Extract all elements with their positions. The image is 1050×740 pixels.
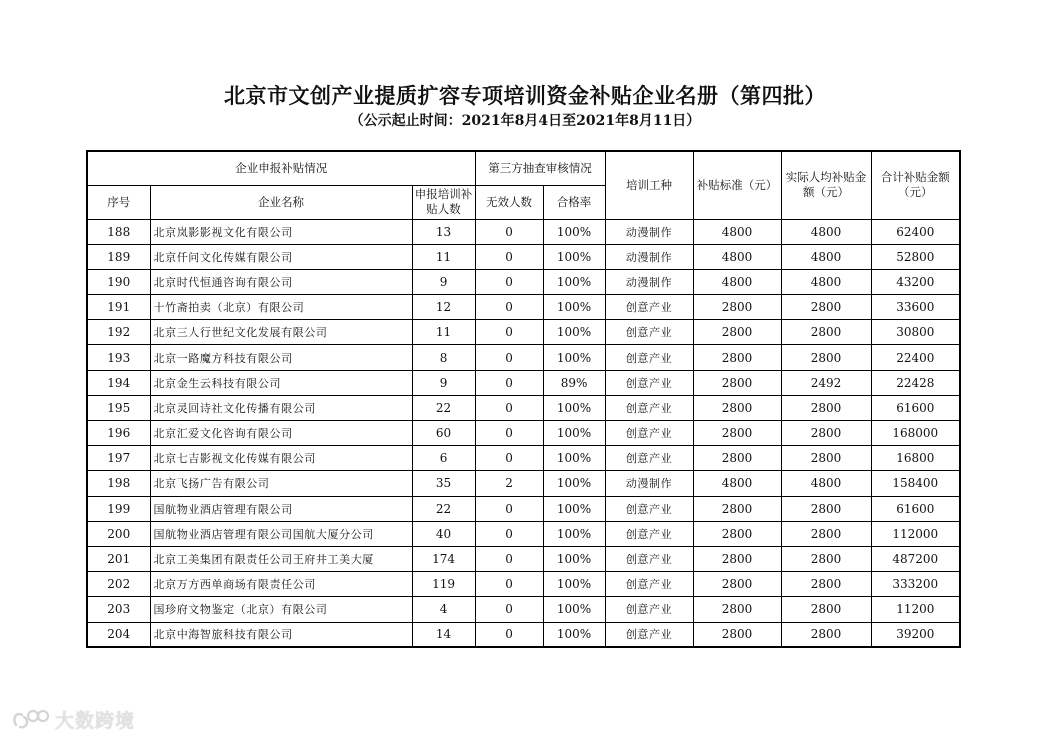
cell-standard: 2800 xyxy=(693,622,781,647)
cell-per-capita: 2800 xyxy=(781,546,871,571)
cell-index: 202 xyxy=(87,572,150,597)
cell-standard: 2800 xyxy=(693,521,781,546)
cell-pass-rate: 100% xyxy=(543,219,605,244)
cell-invalid: 0 xyxy=(475,521,543,546)
cell-trade: 创意产业 xyxy=(605,295,693,320)
cell-standard: 2800 xyxy=(693,546,781,571)
cell-per-capita: 2800 xyxy=(781,320,871,345)
cell-total: 112000 xyxy=(871,521,960,546)
cell-standard: 2800 xyxy=(693,395,781,420)
col-header-company: 企业名称 xyxy=(150,185,412,219)
cell-index: 196 xyxy=(87,421,150,446)
cell-total: 62400 xyxy=(871,219,960,244)
cell-company: 北京岚影影视文化有限公司 xyxy=(150,219,412,244)
cell-trade: 创意产业 xyxy=(605,345,693,370)
cell-total: 52800 xyxy=(871,244,960,269)
cell-trade: 创意产业 xyxy=(605,597,693,622)
cell-index: 190 xyxy=(87,269,150,294)
cell-trade: 创意产业 xyxy=(605,320,693,345)
table-row xyxy=(87,572,960,597)
cell-per-capita: 2800 xyxy=(781,572,871,597)
cell-company: 北京飞扬广告有限公司 xyxy=(150,471,412,496)
cell-per-capita: 2800 xyxy=(781,622,871,647)
cell-pass-rate: 100% xyxy=(543,395,605,420)
cell-pass-rate: 100% xyxy=(543,269,605,294)
cell-invalid: 0 xyxy=(475,395,543,420)
watermark-text: 大数跨境 xyxy=(55,709,136,732)
cell-trade: 动漫制作 xyxy=(605,471,693,496)
cell-company: 北京工美集团有限责任公司王府井工美大厦 xyxy=(150,546,412,571)
cell-per-capita: 2800 xyxy=(781,345,871,370)
cell-pass-rate: 100% xyxy=(543,521,605,546)
cell-total: 158400 xyxy=(871,471,960,496)
table-row xyxy=(87,295,960,320)
cell-invalid: 0 xyxy=(475,622,543,647)
cell-invalid: 0 xyxy=(475,370,543,395)
cell-applicants: 22 xyxy=(412,395,475,420)
cell-index: 204 xyxy=(87,622,150,647)
cell-index: 194 xyxy=(87,370,150,395)
cell-applicants: 174 xyxy=(412,546,475,571)
cell-total: 22428 xyxy=(871,370,960,395)
cell-index: 195 xyxy=(87,395,150,420)
cell-applicants: 9 xyxy=(412,370,475,395)
cell-standard: 2800 xyxy=(693,572,781,597)
table-row xyxy=(87,370,960,395)
cell-company: 北京金生云科技有限公司 xyxy=(150,370,412,395)
table-row xyxy=(87,269,960,294)
cell-trade: 创意产业 xyxy=(605,370,693,395)
cell-pass-rate: 100% xyxy=(543,421,605,446)
group-header-third-party: 第三方抽查审核情况 xyxy=(475,151,605,185)
cell-applicants: 12 xyxy=(412,295,475,320)
cell-invalid: 0 xyxy=(475,496,543,521)
cell-company: 国航物业酒店管理有限公司 xyxy=(150,496,412,521)
cell-standard: 2800 xyxy=(693,320,781,345)
cell-trade: 创意产业 xyxy=(605,496,693,521)
col-header-per-capita: 实际人均补贴金额（元） xyxy=(781,151,871,219)
cell-standard: 2800 xyxy=(693,421,781,446)
cell-total: 168000 xyxy=(871,421,960,446)
cell-applicants: 9 xyxy=(412,269,475,294)
cell-per-capita: 2800 xyxy=(781,446,871,471)
cell-standard: 4800 xyxy=(693,244,781,269)
cell-standard: 2800 xyxy=(693,446,781,471)
cell-standard: 2800 xyxy=(693,345,781,370)
cell-total: 487200 xyxy=(871,546,960,571)
cell-per-capita: 2800 xyxy=(781,521,871,546)
cell-applicants: 8 xyxy=(412,345,475,370)
table-row xyxy=(87,244,960,269)
cell-trade: 创意产业 xyxy=(605,446,693,471)
cell-company: 北京七吉影视文化传媒有限公司 xyxy=(150,446,412,471)
col-header-invalid: 无效人数 xyxy=(475,185,543,219)
cell-pass-rate: 100% xyxy=(543,471,605,496)
cell-applicants: 35 xyxy=(412,471,475,496)
cell-invalid: 0 xyxy=(475,546,543,571)
cell-applicants: 40 xyxy=(412,521,475,546)
cell-trade: 动漫制作 xyxy=(605,244,693,269)
cell-per-capita: 2800 xyxy=(781,421,871,446)
col-header-index: 序号 xyxy=(87,185,150,219)
cell-total: 43200 xyxy=(871,269,960,294)
cell-per-capita: 2800 xyxy=(781,295,871,320)
cell-applicants: 13 xyxy=(412,219,475,244)
table-row xyxy=(87,597,960,622)
document-subtitle: （公示起止时间：2021年8月4日至2021年8月11日） xyxy=(349,113,701,129)
table-row xyxy=(87,521,960,546)
cell-pass-rate: 100% xyxy=(543,295,605,320)
subsidy-table xyxy=(86,150,961,648)
cell-index: 192 xyxy=(87,320,150,345)
cell-applicants: 60 xyxy=(412,421,475,446)
cell-total: 39200 xyxy=(871,622,960,647)
cell-invalid: 0 xyxy=(475,295,543,320)
cell-total: 22400 xyxy=(871,345,960,370)
cell-index: 197 xyxy=(87,446,150,471)
table-row xyxy=(87,345,960,370)
cell-invalid: 0 xyxy=(475,345,543,370)
cell-pass-rate: 89% xyxy=(543,370,605,395)
cell-invalid: 0 xyxy=(475,244,543,269)
cell-index: 201 xyxy=(87,546,150,571)
cell-pass-rate: 100% xyxy=(543,320,605,345)
cell-invalid: 0 xyxy=(475,597,543,622)
cell-trade: 创意产业 xyxy=(605,395,693,420)
document-title: 北京市文创产业提质扩容专项培训资金补贴企业名册（第四批） xyxy=(224,83,826,108)
cell-standard: 2800 xyxy=(693,597,781,622)
cell-company: 北京中海智旅科技有限公司 xyxy=(150,622,412,647)
cell-per-capita: 2800 xyxy=(781,597,871,622)
cell-trade: 创意产业 xyxy=(605,521,693,546)
cell-pass-rate: 100% xyxy=(543,572,605,597)
cell-trade: 创意产业 xyxy=(605,622,693,647)
cell-total: 333200 xyxy=(871,572,960,597)
cell-applicants: 11 xyxy=(412,320,475,345)
cell-trade: 动漫制作 xyxy=(605,269,693,294)
cell-pass-rate: 100% xyxy=(543,446,605,471)
table-row xyxy=(87,421,960,446)
cell-company: 北京三人行世纪文化发展有限公司 xyxy=(150,320,412,345)
table-row xyxy=(87,496,960,521)
cell-per-capita: 4800 xyxy=(781,471,871,496)
cell-standard: 2800 xyxy=(693,370,781,395)
cell-applicants: 119 xyxy=(412,572,475,597)
cell-total: 61600 xyxy=(871,496,960,521)
cell-invalid: 0 xyxy=(475,421,543,446)
cell-per-capita: 4800 xyxy=(781,219,871,244)
cell-pass-rate: 100% xyxy=(543,244,605,269)
dashukuajing-logo-icon xyxy=(10,707,50,731)
table-row xyxy=(87,471,960,496)
col-header-total: 合计补贴金额（元） xyxy=(871,151,960,219)
cell-company: 十竹斋拍卖（北京）有限公司 xyxy=(150,295,412,320)
cell-index: 198 xyxy=(87,471,150,496)
cell-index: 203 xyxy=(87,597,150,622)
cell-invalid: 0 xyxy=(475,572,543,597)
cell-total: 11200 xyxy=(871,597,960,622)
cell-pass-rate: 100% xyxy=(543,496,605,521)
table-row xyxy=(87,219,960,244)
cell-pass-rate: 100% xyxy=(543,622,605,647)
col-header-trade: 培训工种 xyxy=(605,151,693,219)
cell-index: 189 xyxy=(87,244,150,269)
table-row xyxy=(87,446,960,471)
cell-pass-rate: 100% xyxy=(543,597,605,622)
cell-total: 33600 xyxy=(871,295,960,320)
col-header-standard: 补贴标准（元） xyxy=(693,151,781,219)
cell-total: 61600 xyxy=(871,395,960,420)
cell-applicants: 14 xyxy=(412,622,475,647)
cell-index: 199 xyxy=(87,496,150,521)
cell-pass-rate: 100% xyxy=(543,345,605,370)
cell-invalid: 0 xyxy=(475,320,543,345)
cell-invalid: 2 xyxy=(475,471,543,496)
cell-per-capita: 2800 xyxy=(781,395,871,420)
cell-trade: 创意产业 xyxy=(605,572,693,597)
cell-invalid: 0 xyxy=(475,446,543,471)
col-header-applicants: 申报培训补贴人数 xyxy=(412,185,475,219)
cell-company: 国航物业酒店管理有限公司国航大厦分公司 xyxy=(150,521,412,546)
cell-trade: 创意产业 xyxy=(605,421,693,446)
cell-per-capita: 4800 xyxy=(781,269,871,294)
col-header-pass-rate: 合格率 xyxy=(543,185,605,219)
cell-company: 北京时代恒通咨询有限公司 xyxy=(150,269,412,294)
table-row xyxy=(87,546,960,571)
cell-applicants: 11 xyxy=(412,244,475,269)
cell-standard: 4800 xyxy=(693,471,781,496)
group-header-enterprise: 企业申报补贴情况 xyxy=(87,151,475,185)
cell-index: 191 xyxy=(87,295,150,320)
cell-index: 188 xyxy=(87,219,150,244)
cell-company: 北京仟问文化传媒有限公司 xyxy=(150,244,412,269)
cell-company: 北京万方西单商场有限责任公司 xyxy=(150,572,412,597)
cell-company: 北京汇爱文化咨询有限公司 xyxy=(150,421,412,446)
cell-per-capita: 4800 xyxy=(781,244,871,269)
cell-applicants: 4 xyxy=(412,597,475,622)
table-row xyxy=(87,320,960,345)
watermark xyxy=(10,706,135,732)
cell-total: 16800 xyxy=(871,446,960,471)
cell-applicants: 22 xyxy=(412,496,475,521)
cell-per-capita: 2800 xyxy=(781,496,871,521)
cell-standard: 2800 xyxy=(693,295,781,320)
cell-per-capita: 2492 xyxy=(781,370,871,395)
cell-invalid: 0 xyxy=(475,269,543,294)
cell-company: 国珍府文物鉴定（北京）有限公司 xyxy=(150,597,412,622)
cell-company: 北京灵回诗社文化传播有限公司 xyxy=(150,395,412,420)
cell-total: 30800 xyxy=(871,320,960,345)
cell-standard: 4800 xyxy=(693,219,781,244)
cell-trade: 动漫制作 xyxy=(605,219,693,244)
cell-company: 北京一路魔方科技有限公司 xyxy=(150,345,412,370)
cell-trade: 创意产业 xyxy=(605,546,693,571)
table-row xyxy=(87,622,960,647)
cell-standard: 4800 xyxy=(693,269,781,294)
cell-index: 200 xyxy=(87,521,150,546)
cell-standard: 2800 xyxy=(693,496,781,521)
cell-applicants: 6 xyxy=(412,446,475,471)
table-row xyxy=(87,395,960,420)
cell-index: 193 xyxy=(87,345,150,370)
cell-invalid: 0 xyxy=(475,219,543,244)
cell-pass-rate: 100% xyxy=(543,546,605,571)
